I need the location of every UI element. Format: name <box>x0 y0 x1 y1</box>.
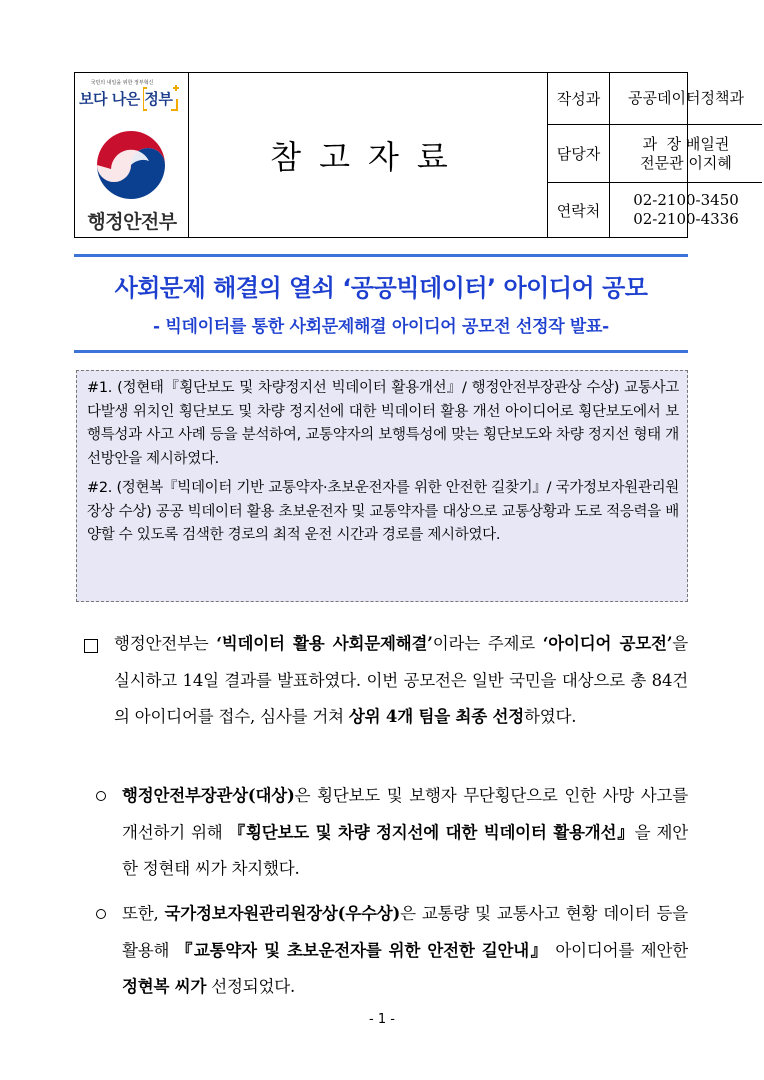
para3-bold: 『교통약자 및 초보운전자를 위한 안전한 길안내』 <box>175 940 549 960</box>
para3-text: 또한, <box>122 904 165 923</box>
body-paragraph-1 <box>84 626 688 736</box>
para1-text: 행정안전부는 <box>114 634 217 653</box>
para1-text: 이라는 주제로 <box>432 634 543 653</box>
headline-rule-top <box>74 254 688 257</box>
doc-type-cell <box>189 73 548 237</box>
subheadline: - 빅데이터를 통한 사회문제해결 아이디어 공모전 선정작 발표- <box>153 317 609 337</box>
para2-text: 을 제안한 정현태 씨가 차지했다. <box>122 822 689 878</box>
ministry-name: 행정안전부 <box>87 211 177 233</box>
para1-text: 하였다. <box>524 707 577 726</box>
gov-bracket-icon <box>143 85 179 111</box>
phone-line: 02-2100-4336 <box>633 210 739 228</box>
gov-slogan-small: 국민의 내일을 위한 정부혁신 <box>90 80 154 86</box>
dept-label: 작성과 <box>548 73 610 125</box>
phone-line: 02-2100-3450 <box>633 191 739 209</box>
para2-text: 은 횡단보도 및 보행자 무단횡단으로 인한 사망 사고를 개선하기 위해 <box>122 786 688 842</box>
circle-bullet-icon <box>96 791 106 801</box>
para3-bold: 국가정보자원관리원장상(우수상) <box>164 904 401 923</box>
para2-bold: 행정안전부장관상(대상) <box>122 786 295 805</box>
page-number: - 1 - <box>369 1012 395 1027</box>
para1-bold: 상위 4개 팀을 최종 선정 <box>348 707 524 726</box>
para1-text: 을 실시하고 14일 결과를 발표하였다. 이번 공모전은 일반 국민을 대상으로 총 84건의 아이디어를 접수, 심사를 거쳐 <box>114 634 689 726</box>
para1-bold: ‘아이디어 공모전’ <box>542 634 673 653</box>
headline: 사회문제 해결의 열쇠 ‘공공빅데이터’ 아이디어 공모 <box>114 274 648 302</box>
contact-person-label: 담당자 <box>548 125 610 183</box>
doc-type: 참고자료 <box>270 138 466 176</box>
gov-slogan: 보다 나은 정부 <box>79 90 173 108</box>
body-paragraph-2 <box>122 778 688 888</box>
body-paragraph-3 <box>122 896 688 1006</box>
summary-item: #2. (정현복『빅데이터 기반 교통약자·초보운전자를 위한 안전한 길찾기』/ 국가정보자원관리원장상 수상) 공공 빅데이터 활용 초보운전자 및 교통약자를 대상으로 교통상황과 도로 적응력을 배양할 수 있도록 검색한 경로의 최적 운전 시간과 경로를 제시하였다. <box>87 480 679 543</box>
contact-person-line: 전문관 이지혜 <box>640 153 732 172</box>
para3-text: 선정되었다. <box>206 977 296 996</box>
contact-person-value <box>610 125 762 183</box>
phone-value <box>610 183 762 237</box>
dept-value-line: 공공데이터정책과 <box>628 89 744 107</box>
para3-text: 아이디어를 제안한 <box>548 940 688 960</box>
phone-label: 연락처 <box>548 183 610 237</box>
summary-box <box>76 370 688 602</box>
dept-value <box>610 73 762 125</box>
summary-item: #1. (정현태『횡단보도 및 차량정지선 빅데이터 활용개선』/ 행정안전부장관상 수상) 교통사고 다발생 위치인 횡단보도 및 차량 정지선에 대한 빅데이터 활용 개선 아이디어로 횡단보도에서 보행특성과 사고 사례 등을 분석하여, 교통약자의 보행특성에 맞는 횡단보도와 차량 정지선 형태 개선방안을 제시하였다. <box>87 380 679 467</box>
circle-bullet-icon <box>96 909 106 919</box>
para1-bold: ‘빅데이터 활용 사회문제해결’ <box>216 634 433 653</box>
contact-person-line: 과 장 배일권 <box>642 134 730 153</box>
para3-text: 은 교통량 및 교통사고 현황 데이터 등을 활용해 <box>122 904 689 960</box>
para2-bold: 『횡단보도 및 차량 정지선에 대한 빅데이터 활용개선』 <box>228 822 635 842</box>
taegeuk-emblem-icon <box>91 125 171 205</box>
header-table <box>74 72 744 238</box>
para1-first-line-wrap <box>84 626 688 736</box>
headline-rule-bottom <box>74 350 688 353</box>
logo-cell <box>75 73 189 237</box>
para3-bold: 정현복 씨가 <box>122 977 207 996</box>
gov-slogan-logo <box>79 79 183 119</box>
